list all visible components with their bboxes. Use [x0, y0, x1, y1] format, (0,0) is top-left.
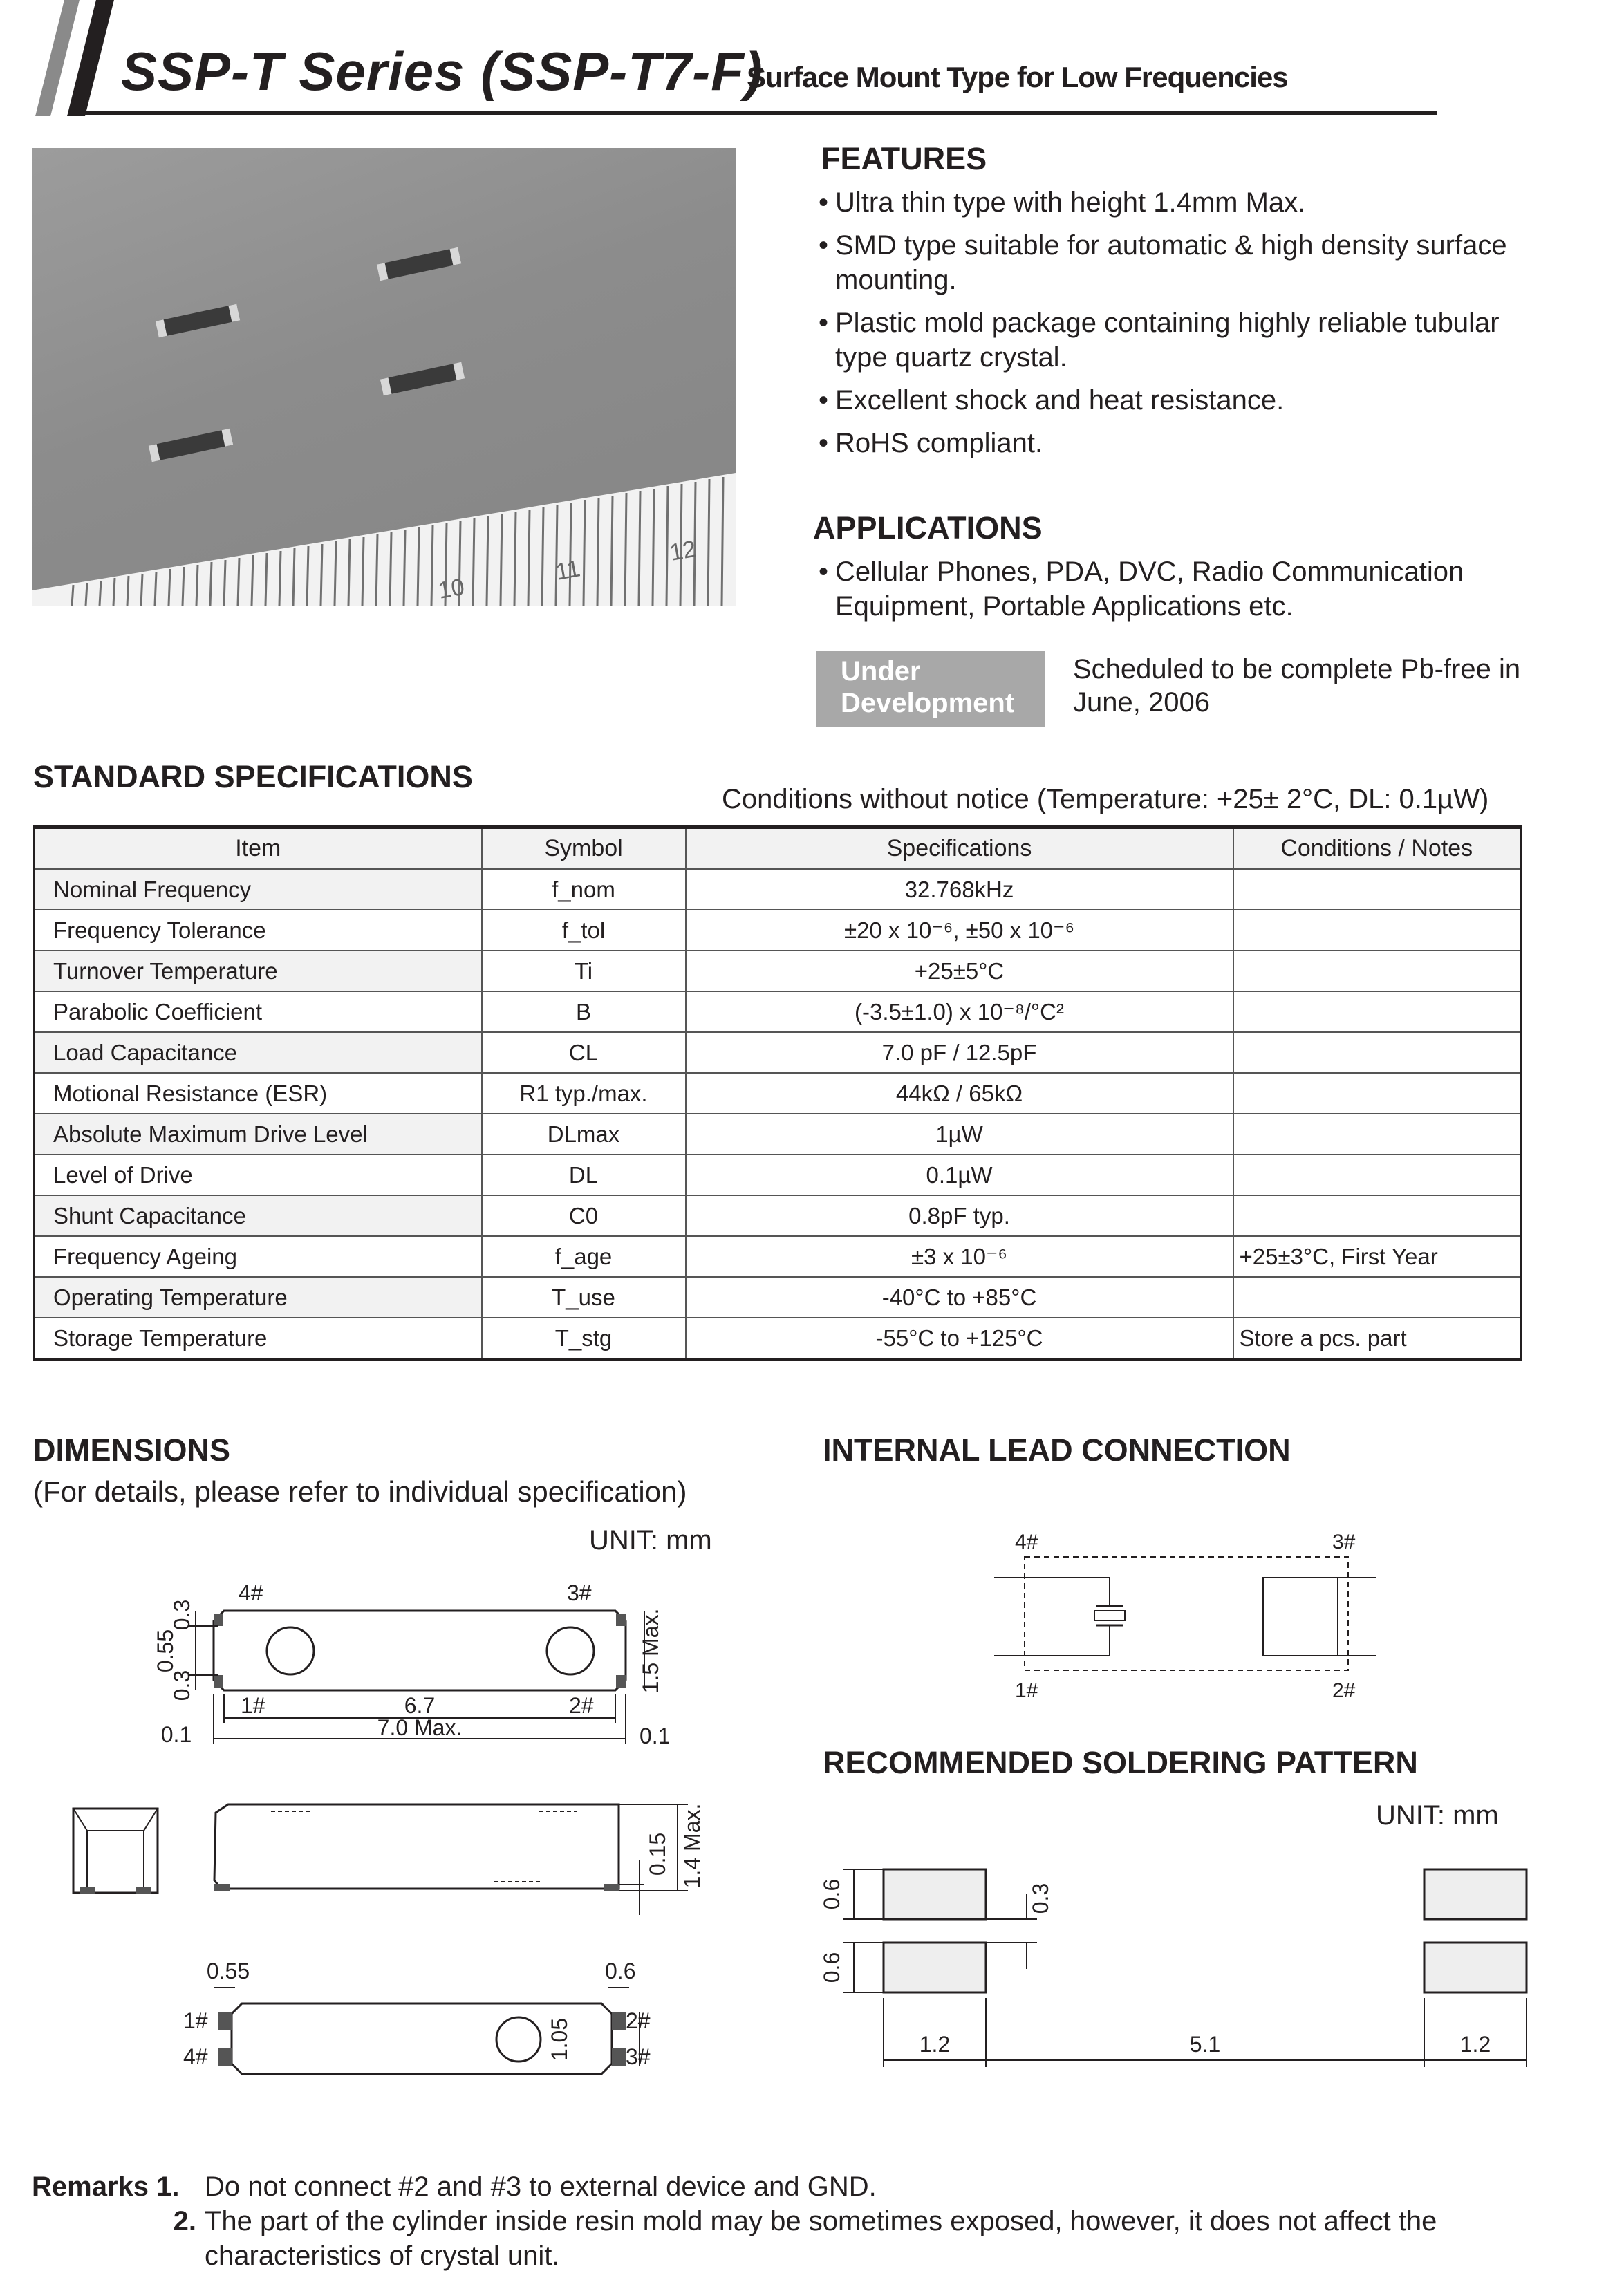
remark-label-1: Remarks 1.: [32, 2171, 180, 2202]
table-row: [35, 1277, 1521, 1318]
remark-text-2: The part of the cylinder inside resin mold may be sometimes exposed, however, it does not affect the characteristics of crystal unit.: [205, 2206, 1437, 2271]
cell-symbol: f_age: [482, 1236, 686, 1277]
dim-label: 0.1: [640, 1723, 671, 1748]
cell-notes: +25±3°C, First Year: [1233, 1236, 1521, 1277]
cell-symbol: DL: [482, 1155, 686, 1195]
header-rule: [82, 111, 1437, 115]
cell-item: Frequency Ageing: [35, 1236, 482, 1277]
specifications-table: [33, 825, 1522, 1361]
list-item: • SMD type suitable for automatic & high density surface mounting.: [819, 228, 1524, 297]
cell-spec: -55°C to +125°C: [686, 1318, 1233, 1360]
cell-item: Nominal Frequency: [35, 869, 482, 910]
pin-label: 4#: [183, 2044, 208, 2069]
development-note: Scheduled to be complete Pb-free in June, 2006: [1073, 654, 1521, 718]
under-development-badge: Under Development: [816, 651, 1045, 727]
pin-label: 1#: [241, 1693, 265, 1718]
dim-label: 1.2: [919, 2032, 951, 2057]
cell-spec: 7.0 pF / 12.5pF: [686, 1032, 1233, 1073]
table-row: [35, 1195, 1521, 1236]
dimensions-unit: UNIT: mm: [589, 1525, 712, 1555]
cell-notes: [1233, 869, 1521, 910]
pin-label: 2#: [569, 1693, 594, 1718]
cell-spec: 0.8pF typ.: [686, 1195, 1233, 1236]
soldering-heading: RECOMMENDED SOLDERING PATTERN: [823, 1745, 1418, 1780]
dim-label: 0.3: [169, 1670, 194, 1701]
crystal-part-1: [156, 304, 240, 337]
pin-label: 4#: [239, 1580, 263, 1605]
table-row: [35, 991, 1521, 1032]
dim-label: 0.55: [153, 1629, 178, 1673]
dim-label: 0.6: [819, 1952, 844, 1983]
table-row: [35, 1032, 1521, 1073]
table-row: [35, 951, 1521, 991]
pin-label: 1#: [1015, 1679, 1038, 1702]
dim-label: 0.6: [605, 1959, 636, 1983]
dimensions-note: (For details, please refer to individual specification): [33, 1475, 687, 1508]
table-row: [35, 1114, 1521, 1155]
cell-notes: [1233, 1195, 1521, 1236]
ruler-label-12: 12: [667, 535, 698, 566]
pin-label: 3#: [626, 2044, 651, 2069]
solder-pad: [884, 1943, 986, 1992]
dim-label: 0.3: [169, 1599, 194, 1631]
cell-spec: ±3 x 10⁻⁶: [686, 1236, 1233, 1277]
ruler-label-11: 11: [553, 555, 583, 586]
cell-spec: 32.768kHz: [686, 869, 1233, 910]
cell-item: Absolute Maximum Drive Level: [35, 1114, 482, 1155]
cell-item: Turnover Temperature: [35, 951, 482, 991]
cell-spec: 0.1µW: [686, 1155, 1233, 1195]
cell-notes: Store a pcs. part: [1233, 1318, 1521, 1360]
pin-label: 3#: [567, 1580, 592, 1605]
table-row: [35, 1155, 1521, 1195]
cell-item: Storage Temperature: [35, 1318, 482, 1360]
ruler-label-10: 10: [436, 573, 467, 604]
cell-symbol: C0: [482, 1195, 686, 1236]
dim-label: 0.6: [819, 1878, 844, 1910]
internal-lead-diagram: [989, 1528, 1390, 1708]
list-item: • RoHS compliant.: [819, 426, 1524, 460]
pin-label: 2#: [626, 2008, 651, 2033]
crystal-part-3: [149, 429, 233, 462]
table-row: [35, 869, 1521, 910]
pin-label: 3#: [1332, 1531, 1356, 1553]
bottom-view: [183, 1959, 651, 2074]
list-item: • Plastic mold package containing highly reliable tubular type quartz crystal.: [819, 306, 1524, 375]
applications-heading: APPLICATIONS: [813, 510, 1043, 545]
list-item: • Ultra thin type with height 1.4mm Max.: [819, 185, 1524, 220]
crystal-part-2: [377, 247, 461, 281]
cell-symbol: Ti: [482, 951, 686, 991]
cell-notes: [1233, 951, 1521, 991]
product-photo-illustration: [32, 148, 736, 606]
pin-label: 2#: [1332, 1679, 1356, 1702]
column-header-notes: Conditions / Notes: [1233, 828, 1521, 870]
dim-label: 1.4 Max.: [680, 1803, 704, 1889]
table-row: [35, 1236, 1521, 1277]
cell-symbol: R1 typ./max.: [482, 1073, 686, 1114]
cell-item: Load Capacitance: [35, 1032, 482, 1073]
internal-heading: INTERNAL LEAD CONNECTION: [823, 1432, 1291, 1468]
dim-label: 1.05: [547, 2017, 572, 2062]
product-photo: [32, 148, 736, 606]
side-view: [73, 1804, 704, 1915]
specs-conditions: Conditions without notice (Temperature: +25± 2°C, DL: 0.1µW): [722, 784, 1489, 814]
remark-label-2: 2.: [173, 2206, 196, 2236]
cell-symbol: T_use: [482, 1277, 686, 1318]
cell-symbol: DLmax: [482, 1114, 686, 1155]
table-header-row: [35, 828, 1521, 870]
soldering-pattern-drawing: [816, 1853, 1549, 2081]
dimensions-drawing: [62, 1569, 754, 2095]
cell-item: Shunt Capacitance: [35, 1195, 482, 1236]
cell-notes: [1233, 1114, 1521, 1155]
dim-label: 1.5 Max.: [638, 1608, 663, 1694]
cell-notes: [1233, 1155, 1521, 1195]
dim-label: 6.7: [404, 1693, 436, 1718]
cell-spec: +25±5°C: [686, 951, 1233, 991]
cell-symbol: f_nom: [482, 869, 686, 910]
dim-label: 5.1: [1189, 2032, 1221, 2057]
cell-notes: [1233, 1032, 1521, 1073]
cell-spec: (-3.5±1.0) x 10⁻⁸/°C²: [686, 991, 1233, 1032]
dim-label: 1.2: [1459, 2032, 1491, 2057]
remark-text-1: Do not connect #2 and #3 to external device and GND.: [205, 2171, 877, 2202]
cell-spec: 1µW: [686, 1114, 1233, 1155]
dim-label: 0.15: [645, 1832, 670, 1876]
pin-label: 1#: [183, 2008, 208, 2033]
specs-heading: STANDARD SPECIFICATIONS: [33, 759, 473, 794]
dim-label: 7.0 Max.: [377, 1715, 463, 1740]
solder-pad: [1424, 1943, 1527, 1992]
list-item: • Excellent shock and heat resistance.: [819, 383, 1524, 418]
top-view: [153, 1580, 670, 1748]
dimensions-heading: DIMENSIONS: [33, 1432, 231, 1468]
page-subtitle: Surface Mount Type for Low Frequencies: [747, 61, 1288, 93]
crystal-part-4: [380, 362, 465, 395]
cell-notes: [1233, 1277, 1521, 1318]
ruler: [32, 473, 736, 606]
page-title: SSP-T Series (SSP-T7-F): [121, 41, 763, 102]
dim-label: 0.1: [160, 1722, 192, 1747]
cell-notes: [1233, 1073, 1521, 1114]
cell-spec: 44kΩ / 65kΩ: [686, 1073, 1233, 1114]
cell-item: Motional Resistance (ESR): [35, 1073, 482, 1114]
column-header-specifications: Specifications: [686, 828, 1233, 870]
table-row: [35, 1073, 1521, 1114]
table-row: [35, 1318, 1521, 1360]
cell-symbol: B: [482, 991, 686, 1032]
dim-label: 0.3: [1028, 1882, 1053, 1914]
cell-item: Frequency Tolerance: [35, 910, 482, 951]
cell-symbol: f_tol: [482, 910, 686, 951]
dim-label: 0.55: [206, 1959, 250, 1983]
features-list: [819, 185, 1524, 469]
cell-spec: ±20 x 10⁻⁶, ±50 x 10⁻⁶: [686, 910, 1233, 951]
table-row: [35, 910, 1521, 951]
cell-symbol: T_stg: [482, 1318, 686, 1360]
cell-notes: [1233, 910, 1521, 951]
cell-notes: [1233, 991, 1521, 1032]
remarks: [32, 2169, 1553, 2273]
cell-symbol: CL: [482, 1032, 686, 1073]
cell-item: Parabolic Coefficient: [35, 991, 482, 1032]
cell-item: Operating Temperature: [35, 1277, 482, 1318]
applications-list: [819, 554, 1524, 632]
solder-pad: [884, 1869, 986, 1919]
soldering-unit: UNIT: mm: [1376, 1800, 1499, 1831]
cell-item: Level of Drive: [35, 1155, 482, 1195]
column-header-symbol: Symbol: [482, 828, 686, 870]
features-heading: FEATURES: [821, 141, 987, 176]
pin-label: 4#: [1015, 1531, 1038, 1553]
column-header-item: Item: [35, 828, 482, 870]
list-item: • Cellular Phones, PDA, DVC, Radio Communication Equipment, Portable Applications etc.: [819, 554, 1524, 624]
cell-spec: -40°C to +85°C: [686, 1277, 1233, 1318]
solder-pad: [1424, 1869, 1527, 1919]
